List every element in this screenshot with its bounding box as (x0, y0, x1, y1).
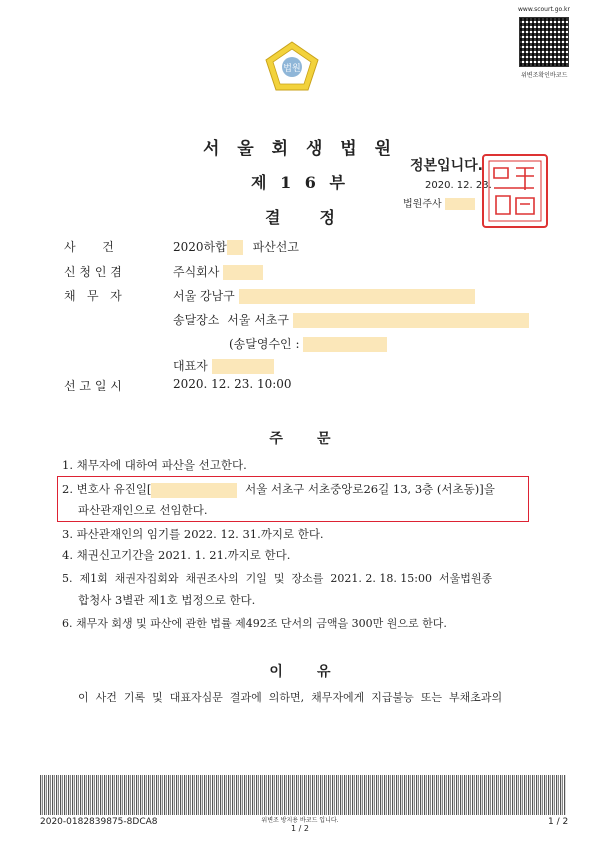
barcode-caption: 위변조 방지용 바코드 입니다. (261, 817, 339, 824)
document-id: 2020-0182839875-8DCA8 (40, 817, 158, 827)
redacted-case (227, 240, 243, 255)
officer-label: 법원주사 (403, 199, 442, 210)
court-division: 제 1 6 부 (251, 173, 349, 192)
redacted-representative (212, 359, 274, 374)
recipient-row (229, 335, 387, 352)
redacted-applicant (223, 265, 263, 280)
reason-heading: 이 유 (269, 664, 331, 680)
delivery-address: 서울 서초구 (227, 313, 289, 327)
official-seal-stamp (482, 154, 548, 228)
qr-caption-bottom: 위변조확인바코드 (521, 72, 568, 79)
order-item-2-cont: 파산관재인으로 선임한다. (78, 503, 208, 517)
order-item-4: 4. 채권신고기간을 2021. 1. 21.까지로 한다. (62, 548, 291, 562)
order-item-2-rest: 서울 서초구 서초중앙로26길 13, 3층 (서초동)]을 (245, 482, 495, 496)
qr-code (519, 17, 569, 67)
page-number-center: 1 / 2 (291, 824, 309, 833)
delivery-row (173, 311, 529, 328)
order-item-1: 1. 채무자에 대하여 파산을 선고한다. (62, 458, 247, 472)
order-item-2 (62, 481, 495, 498)
case-label: 사 건 (64, 240, 114, 254)
certified-label: 정본입니다. (410, 158, 483, 174)
order-item-5: 5. 제1회 채권자집회와 채권조사의 기일 및 장소를 2021. 2. 18. 15:00 서울법원종 (62, 572, 493, 585)
sentence-date: 2020. 12. 23. 10:00 (173, 377, 292, 391)
order-item-6: 6. 채무자 회생 및 파산에 관한 법률 제492조 단서의 금액을 300만 원으로 한다. (62, 617, 447, 630)
debtor-label: 채 무 자 (64, 289, 122, 303)
applicant-label: 신 청 인 겸 (64, 265, 122, 279)
representative-label: 대표자 (173, 359, 208, 373)
case-number: 2020하합 (173, 240, 227, 254)
emblem-text: 법원 (283, 64, 301, 74)
order-heading: 주 문 (269, 431, 331, 447)
sentence-date-label: 선 고 일 시 (64, 379, 122, 393)
order-item-2-start: 2. 변호사 유진일[ (62, 482, 152, 496)
redacted-recipient (303, 337, 387, 352)
applicant-name: 주식회사 (173, 265, 220, 279)
delivery-label: 송달장소 (173, 313, 220, 327)
applicant-row (173, 263, 263, 280)
qr-caption-top: www.scourt.go.kr (518, 6, 570, 13)
redacted-debtor-address (239, 289, 475, 304)
order-item-5-cont: 합청사 3별관 제1호 법정으로 한다. (78, 593, 256, 607)
redacted-trustee-info (151, 483, 237, 498)
case-type: 파산선고 (252, 240, 299, 254)
certified-date: 2020. 12. 23. (425, 180, 492, 191)
recipient-label: (송달영수인 : (229, 337, 300, 351)
representative-row (173, 357, 274, 374)
debtor-address: 서울 강남구 (173, 289, 235, 303)
case-row (173, 238, 299, 255)
order-item-3: 3. 파산관재인의 임기를 2022. 12. 31.까지로 한다. (62, 527, 324, 541)
certified-officer (403, 195, 475, 210)
page-number-right: 1 / 2 (548, 817, 569, 827)
anti-forgery-barcode (40, 775, 566, 815)
debtor-address-row (173, 287, 475, 304)
court-name: 서 울 회 생 법 원 (202, 139, 398, 159)
document-type: 결 정 (265, 208, 335, 227)
reason-text: 이 사건 기록 및 대표자심문 결과에 의하면, 채무자에게 지급불능 또는 부채초과의 (78, 691, 503, 704)
redacted-delivery-address (293, 313, 529, 328)
court-emblem (262, 40, 322, 94)
redacted-officer (445, 198, 475, 210)
